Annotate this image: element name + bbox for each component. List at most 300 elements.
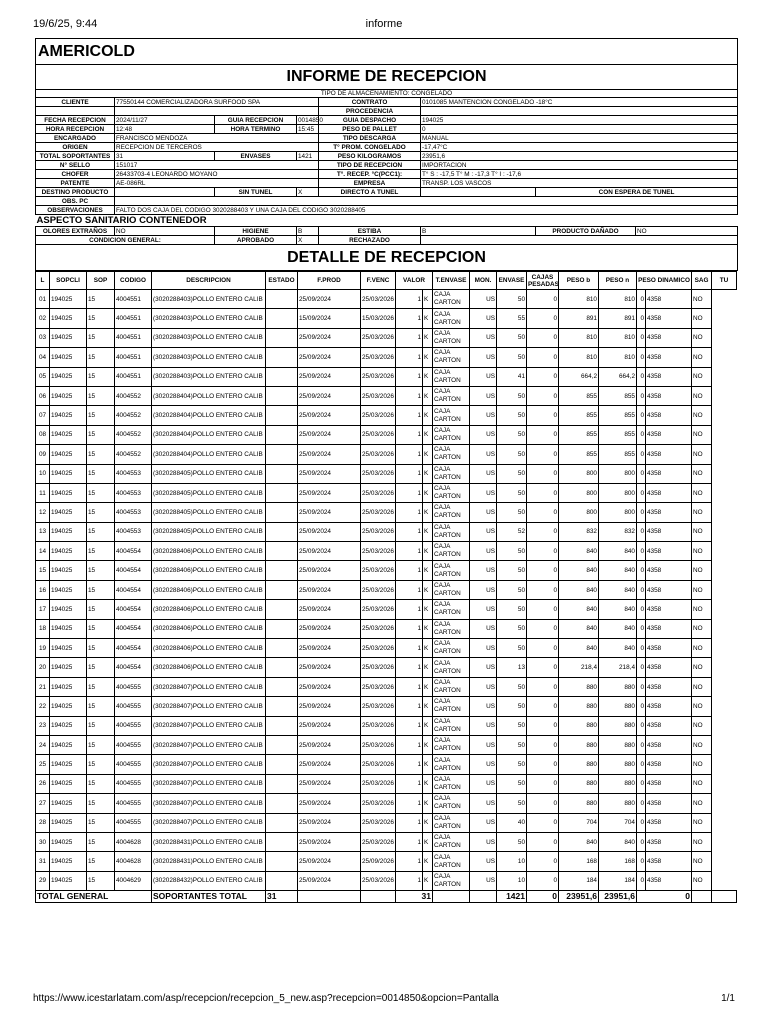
cell-unit: K <box>423 290 433 309</box>
cell-unit: K <box>423 832 433 851</box>
cell-mon: US <box>470 735 497 754</box>
total-sop-value: 31 <box>266 891 298 903</box>
cell-codigo: 4004554 <box>115 600 152 619</box>
cell-descripcion: (3020288406)POLLO ENTERO CALIB <box>152 658 266 677</box>
cell-cajas: 0 <box>527 677 559 696</box>
cell-peso-n: 832 <box>599 522 637 541</box>
cell-unit: K <box>423 522 433 541</box>
print-title: informe <box>365 18 403 30</box>
cell-estado <box>266 639 298 658</box>
cell-sop: 15 <box>87 522 115 541</box>
cell-peso-n: 880 <box>599 677 637 696</box>
cell-descripcion: (3020288431)POLLO ENTERO CALIB <box>152 852 266 871</box>
cell-unit: K <box>423 871 433 890</box>
cell-sop: 15 <box>87 658 115 677</box>
cell-tu: NO <box>692 522 712 541</box>
cell-fprod: 25/09/2024 <box>298 697 361 716</box>
cell-estado <box>266 813 298 832</box>
fecha-value: 2024/11/27 <box>115 116 215 125</box>
cell-fprod: 25/09/2024 <box>298 348 361 367</box>
cell-sop: 15 <box>87 328 115 347</box>
procedencia-label: PROCEDENCIA <box>319 107 421 116</box>
cell-mon: US <box>470 503 497 522</box>
cell-envase: 50 <box>497 348 527 367</box>
cell-sag: 4358 <box>646 406 692 425</box>
cell-sag: 4358 <box>646 309 692 328</box>
cell-unit: K <box>423 639 433 658</box>
cell-envase: 50 <box>497 290 527 309</box>
cell-envase: 50 <box>497 464 527 483</box>
cell-unit: K <box>423 619 433 638</box>
cell-codigo: 4004552 <box>115 445 152 464</box>
cell-valor: 1 <box>396 735 423 754</box>
cell-fvenc: 25/03/2026 <box>361 386 396 405</box>
cell-peso-n: 840 <box>599 600 637 619</box>
cell-descripcion: (3020288404)POLLO ENTERO CALIB <box>152 386 266 405</box>
cell-valor: 1 <box>396 716 423 735</box>
cell-peso-b: 840 <box>559 619 599 638</box>
cell-descripcion: (3020288405)POLLO ENTERO CALIB <box>152 522 266 541</box>
total-peso-n: 23951,6 <box>599 891 637 903</box>
cell-mon: US <box>470 367 497 386</box>
table-row <box>36 542 737 561</box>
cell-tu: NO <box>692 871 712 890</box>
cell-dinamico: 0 <box>637 561 646 580</box>
cliente-label: CLIENTE <box>36 98 115 107</box>
cell-unit: K <box>423 503 433 522</box>
cell-fprod: 25/09/2024 <box>298 561 361 580</box>
table-row <box>36 561 737 580</box>
cell-unit: K <box>423 483 433 502</box>
cell-peso-b: 218,4 <box>559 658 599 677</box>
cell-tenvase: CAJA CARTON <box>433 290 470 309</box>
cell-valor: 1 <box>396 658 423 677</box>
cell-sag: 4358 <box>646 464 692 483</box>
cell-sop: 15 <box>87 309 115 328</box>
cell-fvenc: 25/03/2026 <box>361 755 396 774</box>
cell-fprod: 15/09/2024 <box>298 309 361 328</box>
cell-tu: NO <box>692 503 712 522</box>
cell-mon: US <box>470 348 497 367</box>
cell-peso-n: 840 <box>599 619 637 638</box>
hora-label: HORA RECEPCION <box>36 125 115 134</box>
peso-kg-value: 23951,6 <box>421 152 738 161</box>
cell-line: 02 <box>36 309 50 328</box>
cell-tenvase: CAJA CARTON <box>433 619 470 638</box>
cell-dinamico: 0 <box>637 348 646 367</box>
cell-fprod: 25/09/2024 <box>298 406 361 425</box>
cell-sopcli: 194025 <box>50 600 87 619</box>
cell-descripcion: (3020288407)POLLO ENTERO CALIB <box>152 735 266 754</box>
cell-fvenc: 25/03/2026 <box>361 425 396 444</box>
cell-dinamico: 0 <box>637 639 646 658</box>
cell-tenvase: CAJA CARTON <box>433 561 470 580</box>
cell-sop: 15 <box>87 386 115 405</box>
cell-fprod: 25/09/2024 <box>298 445 361 464</box>
cell-envase: 10 <box>497 871 527 890</box>
cell-cajas: 0 <box>527 697 559 716</box>
tipo-desc-label: TIPO DESCARGA <box>319 134 421 143</box>
olores-label: OLORES EXTRAÑOS <box>36 227 115 236</box>
cell-descripcion: (3020288407)POLLO ENTERO CALIB <box>152 794 266 813</box>
cell-peso-b: 855 <box>559 386 599 405</box>
cell-tu: NO <box>692 677 712 696</box>
cell-fprod: 25/09/2024 <box>298 755 361 774</box>
cell-fprod: 25/09/2024 <box>298 483 361 502</box>
table-row <box>36 697 737 716</box>
obs-label: OBSERVACIONES <box>36 206 115 215</box>
cell-descripcion: (3020288406)POLLO ENTERO CALIB <box>152 639 266 658</box>
col-header: PESO DINAMICO <box>637 272 692 290</box>
cell-fvenc: 25/03/2026 <box>361 697 396 716</box>
cell-sop: 15 <box>87 832 115 851</box>
cell-envase: 50 <box>497 619 527 638</box>
cell-dinamico: 0 <box>637 483 646 502</box>
cell-valor: 1 <box>396 425 423 444</box>
cell-peso-n: 800 <box>599 483 637 502</box>
cell-peso-n: 184 <box>599 871 637 890</box>
cell-tenvase: CAJA CARTON <box>433 716 470 735</box>
cell-unit: K <box>423 386 433 405</box>
table-row <box>36 425 737 444</box>
espera-label: CON ESPERA DE TUNEL <box>536 188 738 197</box>
cell-cajas: 0 <box>527 639 559 658</box>
cell-descripcion: (3020288407)POLLO ENTERO CALIB <box>152 716 266 735</box>
cell-dinamico: 0 <box>637 580 646 599</box>
cell-fprod: 25/09/2024 <box>298 580 361 599</box>
cell-estado <box>266 445 298 464</box>
cell-tu: NO <box>692 735 712 754</box>
cell-tu: NO <box>692 755 712 774</box>
cell-sop: 15 <box>87 716 115 735</box>
cell-estado <box>266 852 298 871</box>
obs-pc-label: OBS. PC <box>36 197 115 206</box>
cell-line: 03 <box>36 328 50 347</box>
cell-cajas: 0 <box>527 483 559 502</box>
cell-sop: 15 <box>87 600 115 619</box>
cell-line: 19 <box>36 639 50 658</box>
envases-value: 1421 <box>297 152 319 161</box>
cell-sag: 4358 <box>646 348 692 367</box>
cell-sopcli: 194025 <box>50 871 87 890</box>
cell-peso-b: 168 <box>559 852 599 871</box>
cell-unit: K <box>423 755 433 774</box>
cell-codigo: 4004555 <box>115 794 152 813</box>
cell-peso-n: 810 <box>599 348 637 367</box>
cell-tenvase: CAJA CARTON <box>433 522 470 541</box>
cell-dinamico: 0 <box>637 852 646 871</box>
cell-tu: NO <box>692 794 712 813</box>
danado-label: PRODUCTO DAÑADO <box>536 227 636 236</box>
cell-sag: 4358 <box>646 619 692 638</box>
cell-fvenc: 25/03/2026 <box>361 367 396 386</box>
cell-peso-n: 810 <box>599 328 637 347</box>
col-header: ESTADO <box>266 272 298 290</box>
cell-peso-n: 855 <box>599 445 637 464</box>
cell-descripcion: (3020288405)POLLO ENTERO CALIB <box>152 464 266 483</box>
cell-estado <box>266 735 298 754</box>
cell-fvenc: 25/03/2026 <box>361 813 396 832</box>
cell-sag: 4358 <box>646 852 692 871</box>
cell-descripcion: (3020288404)POLLO ENTERO CALIB <box>152 406 266 425</box>
cell-tenvase: CAJA CARTON <box>433 445 470 464</box>
aspecto-title: ASPECTO SANITARIO CONTENEDOR <box>36 215 738 227</box>
cell-fprod: 25/09/2024 <box>298 522 361 541</box>
cell-peso-b: 880 <box>559 677 599 696</box>
cell-sopcli: 194025 <box>50 697 87 716</box>
col-header: L <box>36 272 50 290</box>
cell-envase: 52 <box>497 522 527 541</box>
cell-peso-b: 880 <box>559 735 599 754</box>
cell-tenvase: CAJA CARTON <box>433 677 470 696</box>
cell-sopcli: 194025 <box>50 367 87 386</box>
cell-fprod: 25/09/2024 <box>298 290 361 309</box>
higiene-value: B <box>297 227 319 236</box>
cell-mon: US <box>470 755 497 774</box>
cell-sopcli: 194025 <box>50 406 87 425</box>
cell-dinamico: 0 <box>637 367 646 386</box>
cell-fprod: 25/09/2024 <box>298 774 361 793</box>
cell-sop: 15 <box>87 677 115 696</box>
cell-tenvase: CAJA CARTON <box>433 542 470 561</box>
tipo-rec-label: TIPO DE RECEPCION <box>319 161 421 170</box>
cell-fvenc: 25/03/2026 <box>361 677 396 696</box>
cell-fvenc: 25/03/2026 <box>361 774 396 793</box>
cell-fvenc: 25/03/2026 <box>361 832 396 851</box>
cell-valor: 1 <box>396 619 423 638</box>
cell-tu: NO <box>692 716 712 735</box>
cell-cajas: 0 <box>527 619 559 638</box>
rechazado-value <box>421 236 738 245</box>
cell-sopcli: 194025 <box>50 794 87 813</box>
cell-line: 11 <box>36 483 50 502</box>
cell-tenvase: CAJA CARTON <box>433 367 470 386</box>
empresa-label: EMPRESA <box>319 179 421 188</box>
cell-tu: NO <box>692 619 712 638</box>
cell-sop: 15 <box>87 348 115 367</box>
cell-tenvase: CAJA CARTON <box>433 348 470 367</box>
table-row <box>36 483 737 502</box>
cell-sopcli: 194025 <box>50 832 87 851</box>
cell-peso-b: 880 <box>559 794 599 813</box>
cell-cajas: 0 <box>527 542 559 561</box>
chofer-label: CHOFER <box>36 170 115 179</box>
cell-dinamico: 0 <box>637 464 646 483</box>
table-row <box>36 852 737 871</box>
cell-fprod: 25/09/2024 <box>298 503 361 522</box>
cell-unit: K <box>423 425 433 444</box>
cell-line: 07 <box>36 406 50 425</box>
cell-sopcli: 194025 <box>50 503 87 522</box>
cell-cajas: 0 <box>527 755 559 774</box>
cell-codigo: 4004555 <box>115 774 152 793</box>
cell-fvenc: 25/03/2026 <box>361 445 396 464</box>
cell-codigo: 4004553 <box>115 522 152 541</box>
cell-sop: 15 <box>87 503 115 522</box>
cell-sopcli: 194025 <box>50 561 87 580</box>
cell-mon: US <box>470 542 497 561</box>
cell-unit: K <box>423 328 433 347</box>
cell-estado <box>266 425 298 444</box>
cell-peso-b: 810 <box>559 348 599 367</box>
cell-cajas: 0 <box>527 464 559 483</box>
cell-sag: 4358 <box>646 871 692 890</box>
empresa-value: TRANSP. LOS VASCOS <box>421 179 738 188</box>
cell-estado <box>266 600 298 619</box>
cell-fprod: 25/09/2024 <box>298 658 361 677</box>
cell-mon: US <box>470 639 497 658</box>
cell-dinamico: 0 <box>637 600 646 619</box>
cell-descripcion: (3020288403)POLLO ENTERO CALIB <box>152 309 266 328</box>
cell-valor: 1 <box>396 386 423 405</box>
cell-peso-n: 800 <box>599 464 637 483</box>
table-row <box>36 813 737 832</box>
cell-tu: NO <box>692 813 712 832</box>
cell-codigo: 4004555 <box>115 677 152 696</box>
cell-tu: NO <box>692 445 712 464</box>
cell-peso-b: 704 <box>559 813 599 832</box>
cell-descripcion: (3020288406)POLLO ENTERO CALIB <box>152 542 266 561</box>
cell-dinamico: 0 <box>637 735 646 754</box>
cell-sag: 4358 <box>646 639 692 658</box>
total-sop-value: 31 <box>115 152 215 161</box>
cell-tu: NO <box>692 542 712 561</box>
cell-codigo: 4004551 <box>115 290 152 309</box>
cell-sag: 4358 <box>646 503 692 522</box>
cell-descripcion: (3020288432)POLLO ENTERO CALIB <box>152 871 266 890</box>
table-row <box>36 755 737 774</box>
hora-term-value: 15:45 <box>297 125 319 134</box>
detail-title: DETALLE DE RECEPCION <box>36 245 738 271</box>
cell-sopcli: 194025 <box>50 755 87 774</box>
origen-label: ORIGEN <box>36 143 115 152</box>
cell-sop: 15 <box>87 445 115 464</box>
guia-rec-value: 0014850 <box>298 116 323 124</box>
cell-line: 10 <box>36 464 50 483</box>
cell-dinamico: 0 <box>637 425 646 444</box>
cell-descripcion: (3020288407)POLLO ENTERO CALIB <box>152 774 266 793</box>
table-row <box>36 600 737 619</box>
envases-label: ENVASES <box>215 152 297 161</box>
cell-unit: K <box>423 813 433 832</box>
cell-estado <box>266 522 298 541</box>
col-header: F.VENC <box>361 272 396 290</box>
aprobado-label: APROBADO <box>215 236 297 245</box>
cell-cajas: 0 <box>527 561 559 580</box>
cell-peso-n: 840 <box>599 580 637 599</box>
tipo-desc-value: MANUAL <box>421 134 738 143</box>
cell-sag: 4358 <box>646 813 692 832</box>
cell-fprod: 25/09/2024 <box>298 639 361 658</box>
cell-estado <box>266 619 298 638</box>
cell-tenvase: CAJA CARTON <box>433 580 470 599</box>
cell-sag: 4358 <box>646 522 692 541</box>
cell-sopcli: 194025 <box>50 735 87 754</box>
cell-sopcli: 194025 <box>50 542 87 561</box>
cell-envase: 41 <box>497 367 527 386</box>
cell-sag: 4358 <box>646 697 692 716</box>
cell-mon: US <box>470 445 497 464</box>
cell-descripcion: (3020288407)POLLO ENTERO CALIB <box>152 677 266 696</box>
print-page: 1/1 <box>721 993 735 1004</box>
cell-dinamico: 0 <box>637 619 646 638</box>
cell-fvenc: 25/03/2026 <box>361 639 396 658</box>
cell-codigo: 4004555 <box>115 735 152 754</box>
cell-tu: NO <box>692 697 712 716</box>
cell-unit: K <box>423 445 433 464</box>
cell-tenvase: CAJA CARTON <box>433 832 470 851</box>
col-header: SAG <box>692 272 712 290</box>
cell-codigo: 4004551 <box>115 328 152 347</box>
cell-sop: 15 <box>87 542 115 561</box>
cell-fprod: 25/09/2024 <box>298 735 361 754</box>
cell-sag: 4358 <box>646 755 692 774</box>
cell-peso-b: 810 <box>559 290 599 309</box>
cell-valor: 1 <box>396 367 423 386</box>
cell-descripcion: (3020288404)POLLO ENTERO CALIB <box>152 425 266 444</box>
cell-valor: 1 <box>396 328 423 347</box>
cell-peso-n: 840 <box>599 542 637 561</box>
cell-sop: 15 <box>87 794 115 813</box>
cell-estado <box>266 755 298 774</box>
cell-codigo: 4004552 <box>115 406 152 425</box>
cell-dinamico: 0 <box>637 309 646 328</box>
print-header <box>33 18 735 32</box>
total-label: TOTAL GENERAL <box>36 891 152 903</box>
cell-envase: 13 <box>497 658 527 677</box>
cell-sag: 4358 <box>646 794 692 813</box>
cell-envase: 50 <box>497 561 527 580</box>
cell-dinamico: 0 <box>637 677 646 696</box>
cell-valor: 1 <box>396 697 423 716</box>
cell-fprod: 25/09/2024 <box>298 367 361 386</box>
cell-descripcion: (3020288406)POLLO ENTERO CALIB <box>152 600 266 619</box>
cell-sag: 4358 <box>646 774 692 793</box>
cell-line: 15 <box>36 561 50 580</box>
cell-line: 01 <box>36 290 50 309</box>
cell-envase: 50 <box>497 755 527 774</box>
table-row <box>36 580 737 599</box>
cell-peso-n: 880 <box>599 774 637 793</box>
cell-peso-b: 840 <box>559 580 599 599</box>
cell-codigo: 4004552 <box>115 425 152 444</box>
cell-peso-b: 184 <box>559 871 599 890</box>
total-sop-label: TOTAL SOPORTANTES <box>36 152 115 161</box>
cell-envase: 50 <box>497 445 527 464</box>
cell-sag: 4358 <box>646 290 692 309</box>
cell-tu: NO <box>692 774 712 793</box>
cell-descripcion: (3020288403)POLLO ENTERO CALIB <box>152 290 266 309</box>
cell-mon: US <box>470 677 497 696</box>
cell-sopcli: 194025 <box>50 348 87 367</box>
cell-fprod: 25/09/2024 <box>298 542 361 561</box>
cell-line: 21 <box>36 677 50 696</box>
contrato-label: CONTRATO <box>319 98 421 107</box>
cell-valor: 1 <box>396 290 423 309</box>
cell-tenvase: CAJA CARTON <box>433 483 470 502</box>
print-url: https://www.icestarlatam.com/asp/recepcion/recepcion_5_new.asp?recepcion=0014850&opcion=Pantalla <box>33 993 499 1004</box>
cell-sag: 4358 <box>646 483 692 502</box>
cell-sopcli: 194025 <box>50 483 87 502</box>
cell-line: 17 <box>36 600 50 619</box>
cell-sopcli: 194025 <box>50 522 87 541</box>
cell-estado <box>266 832 298 851</box>
cell-valor: 1 <box>396 503 423 522</box>
cell-codigo: 4004555 <box>115 813 152 832</box>
cell-envase: 55 <box>497 309 527 328</box>
table-row <box>36 445 737 464</box>
cell-sop: 15 <box>87 852 115 871</box>
